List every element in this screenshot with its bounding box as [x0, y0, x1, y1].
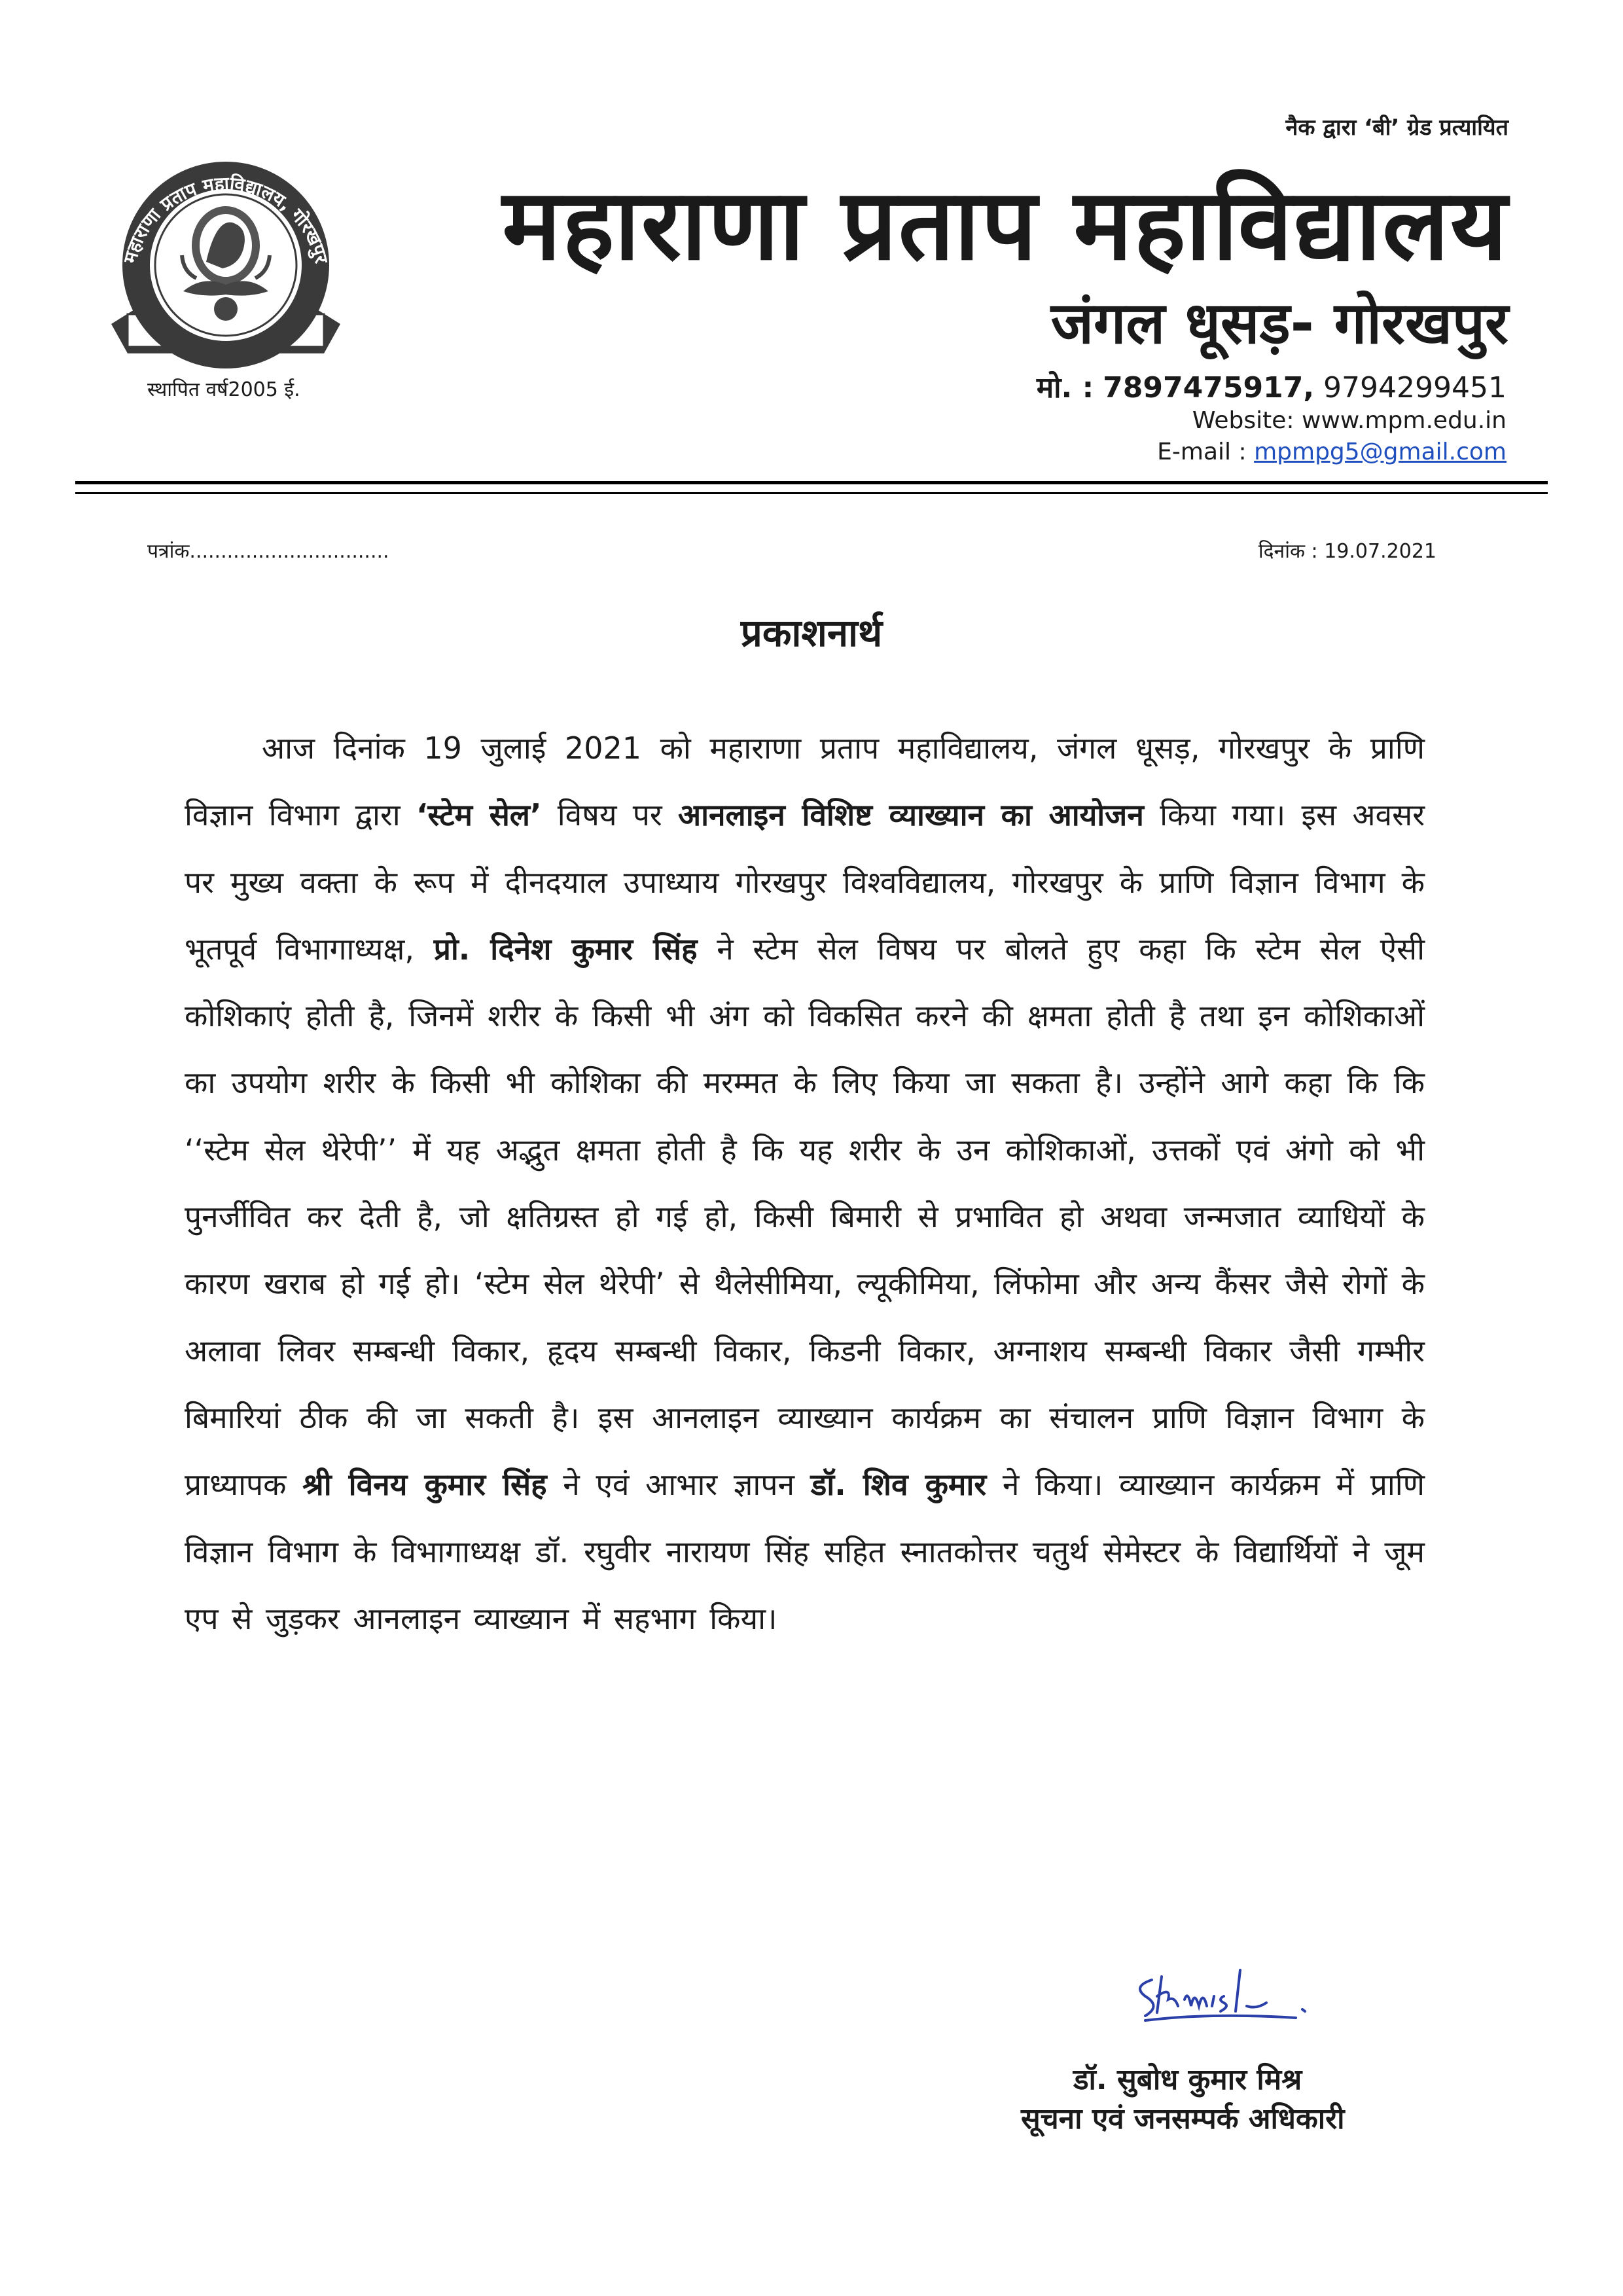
contact-website: [1192, 407, 1507, 434]
grade-note: नैक द्वारा ‘बी’ ग्रेड प्रत्यायित: [1285, 115, 1508, 141]
body-text-4: ने स्टेम सेल विषय पर बोलते हुए कहा कि स्टेम सेल ऐसी कोशिकाएं होती है, जिनमें शरीर के किसी भी अंग को विकसित करने की क्षमता होती है तथा इन कोशिकाओं का उपयोग शरीर के किसी भी कोशिका की मरम्मत के लिए किया जा सकता है। उन्होंने आगे कहा कि कि ‘‘स्टेम सेल थेरेपी’’ में यह अद्भुत क्षमता होती है कि यह शरीर के उन कोशिकाओं, उत्तकों एवं अंगो को भी पुनर्जीवित कर देती है, जो क्षतिग्रस्त हो गई हो, किसी बिमारी से प्रभावित हो अथवा जन्मजात व्याधियों के कारण खराब हो गई हो। ‘स्टेम सेल थेरेपी’ से थैलेसीमिया, ल्यूकीमिया, लिंफोमा और अन्य कैंसर जैसे रोगों के अलावा लिवर सम्बन्धी विकार, हृदय सम्बन्धी विकार, किडनी विकार, अग्नाशय सम्बन्धी विकार जैसी गम्भीर बिमारियां ठीक की जा सकती है। इस आनलाइन व्याख्यान कार्यक्रम का संचालन प्राणि विज्ञान विभाग के प्राध्यापक: [185, 931, 1425, 1503]
mobile-secondary: 9794299451: [1323, 371, 1507, 404]
body-text-1: आज दिनांक 19 जुलाई 2021 को महाराणा प्रताप महाविद्यालय, जंगल धूसड़, गोरखपुर के प्राणि विज्ञान विभाग द्वारा: [185, 730, 1425, 833]
body-bold-stem-cell: ‘स्टेम सेल’: [416, 797, 542, 833]
body-bold-vote-of-thanks: डॉ. शिव कुमार: [810, 1467, 987, 1503]
email-label: E-mail :: [1157, 439, 1247, 465]
college-seal-logo: [98, 157, 353, 386]
svg-text:महाराणा प्रताप महाविद्यालय, गो: महाराणा प्रताप महाविद्यालय, गोरखपुर: [119, 172, 332, 266]
contact-email: [1157, 439, 1507, 465]
body-bold-speaker: प्रो. दिनेश कुमार सिंह: [433, 931, 698, 967]
body-text-6: ने किया। व्याख्यान कार्यक्रम में प्राणि विज्ञान विभाग के विभागाध्यक्ष डॉ. रघुवीर नारायण सिंह सहित स्नातकोत्तर चतुर्थ सेमेस्टर के विद्यार्थियों ने जूम एप से जुड़कर आनलाइन व्याख्यान में सहभाग किया।: [185, 1467, 1425, 1636]
mobile-primary: 7897475917,: [1103, 371, 1315, 404]
website-label: Website:: [1192, 407, 1294, 434]
reference-number: पत्रांक................................: [147, 540, 389, 563]
body-text-2: विषय पर: [557, 797, 662, 833]
contact-mobile: [1037, 367, 1507, 406]
signatory-designation: सूचना एवं जनसम्पर्क अधिकारी: [1021, 2102, 1345, 2136]
body-text-5: ने एवं आभार ज्ञापन: [563, 1467, 794, 1503]
handwritten-signature: [1126, 1960, 1322, 2032]
college-name: महाराणा प्रताप महाविद्यालय: [502, 168, 1508, 282]
website-value: www.mpm.edu.in: [1302, 407, 1507, 434]
header-divider-thin: [75, 492, 1548, 494]
date-line: [1258, 537, 1436, 564]
body-text-3: किया गया। इस अवसर पर मुख्य वक्ता के रूप में दीनदयाल उपाध्याय गोरखपुर विश्वविद्यालय, गोरखपुर के प्राणि विज्ञान विभाग के भूतपूर्व विभागाध्यक्ष,: [185, 797, 1425, 967]
date-label: दिनांक :: [1258, 540, 1318, 563]
date-value: 19.07.2021: [1324, 540, 1436, 563]
college-place: जंगल धूसड़- गोरखपुर: [1050, 289, 1508, 357]
document-title: प्रकाशनार्थ: [740, 611, 883, 655]
body-bold-moderator: श्री विनय कुमार सिंह: [302, 1467, 547, 1503]
press-release-body: [185, 715, 1425, 1652]
body-bold-event: आनलाइन विशिष्ट व्याख्यान का आयोजन: [678, 797, 1144, 833]
signatory-name: डॉ. सुबोध कुमार मिश्र: [1073, 2063, 1302, 2096]
email-link[interactable]: mpmpg5@gmail.com: [1254, 439, 1507, 465]
established-year: स्थापित वर्ष2005 ई.: [147, 378, 300, 401]
header-divider-thick: [75, 481, 1548, 484]
mobile-label: मो. :: [1036, 371, 1094, 404]
